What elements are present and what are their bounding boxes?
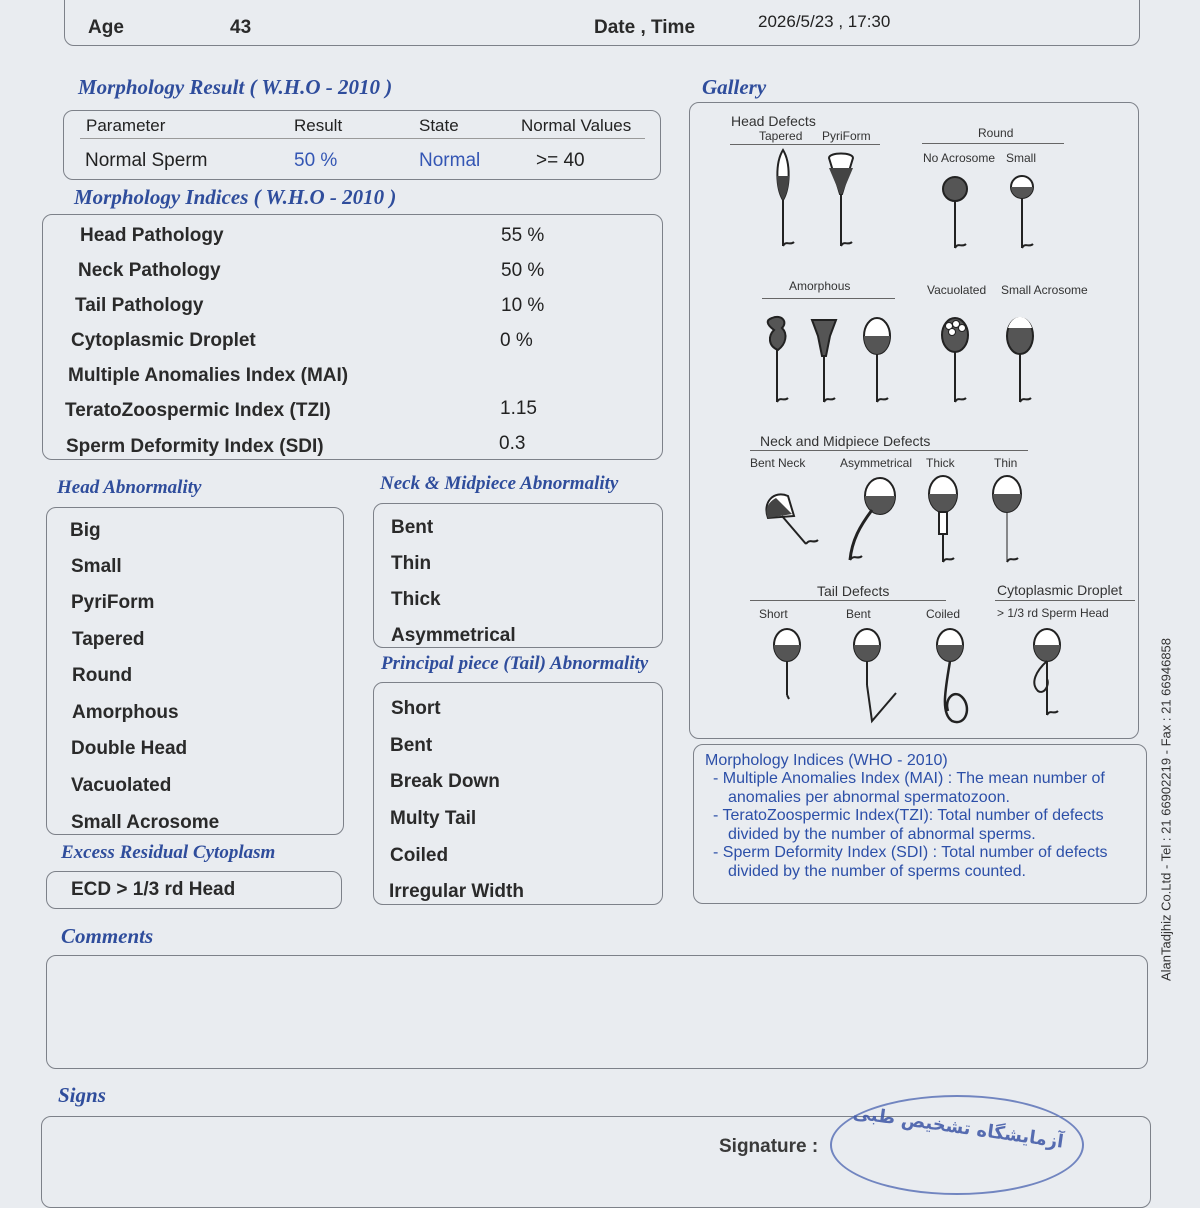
- bent-tail-sperm-icon: [852, 627, 902, 727]
- vacuolated-sperm-icon: [940, 316, 976, 412]
- tail-item-multy-tail: Multy Tail: [390, 808, 477, 829]
- normal-sperm-state: Normal: [419, 150, 481, 171]
- head-defects-rule: [730, 144, 880, 145]
- tapered-label: Tapered: [759, 129, 803, 143]
- tail-pathology-value: 10 %: [501, 295, 545, 316]
- col-result: Result: [294, 116, 343, 135]
- cd-sub-label: > 1/3 rd Sperm Head: [997, 606, 1109, 620]
- no-acrosome-label: No Acrosome: [923, 151, 996, 165]
- morphology-indices-title: Morphology Indices ( W.H.O - 2010 ): [74, 185, 397, 209]
- short-tail-sperm-icon: [772, 627, 808, 707]
- coiled-tail-sperm-icon: [936, 627, 986, 727]
- tail-pathology-label: Tail Pathology: [75, 295, 204, 316]
- result-header-rule: [80, 138, 645, 139]
- indices-note-title: Morphology Indices (WHO - 2010): [705, 752, 948, 769]
- tail-item-short: Short: [391, 698, 441, 719]
- comments-box[interactable]: [46, 955, 1148, 1069]
- signature-label: Signature :: [719, 1136, 819, 1157]
- vacuolated-label: Vacuolated: [927, 283, 987, 297]
- indices-note-line-4: divided by the number of abnormal sperms.: [728, 826, 1036, 843]
- tail-item-bent: Bent: [390, 735, 433, 756]
- head-item-round: Round: [72, 665, 133, 686]
- tzi-label: TeratoZoospermic Index (TZI): [65, 400, 331, 421]
- tail-item-coiled: Coiled: [390, 845, 449, 866]
- company-contact-text: AlanTadjhiz Co.Ltd - Tel : 21 66902219 - Fax : 21 66946858: [1158, 637, 1174, 982]
- sdi-value: 0.3: [499, 433, 526, 454]
- tzi-value: 1.15: [500, 398, 537, 419]
- normal-sperm-label: Normal Sperm: [85, 150, 208, 171]
- age-value: 43: [230, 17, 252, 38]
- thin-midpiece-sperm-icon: [992, 474, 1028, 574]
- age-label: Age: [88, 17, 124, 38]
- cytoplasmic-droplet-value: 0 %: [500, 330, 533, 351]
- head-item-big: Big: [70, 520, 101, 541]
- amorphous-rule: [762, 298, 895, 299]
- small-acrosome-sperm-icon: [1005, 316, 1041, 412]
- thick-label: Thick: [926, 456, 955, 470]
- indices-note-line-6: divided by the number of sperms counted.: [728, 863, 1026, 880]
- morphology-result-title: Morphology Result ( W.H.O - 2010 ): [78, 75, 393, 99]
- amorphous-sperm-icon-2: [810, 316, 844, 412]
- neck-item-thick: Thick: [391, 589, 441, 610]
- round-label: Round: [978, 126, 1014, 140]
- neck-item-thin: Thin: [391, 553, 432, 574]
- bent-neck-sperm-icon: [762, 488, 822, 558]
- sdi-label: Sperm Deformity Index (SDI): [66, 436, 324, 457]
- pyriform-label: PyriForm: [822, 129, 871, 143]
- amorphous-sperm-icon-1: [764, 316, 798, 412]
- cytoplasmic-droplet-sperm-icon: [1030, 627, 1080, 727]
- amorphous-sperm-icon-3: [862, 316, 898, 412]
- head-pathology-value: 55 %: [501, 225, 545, 246]
- tail-item-break-down: Break Down: [390, 771, 500, 792]
- tail-defects-label: Tail Defects: [817, 583, 890, 599]
- tail-defects-rule: [750, 600, 946, 601]
- cd-rule: [995, 600, 1135, 601]
- bent-tail-label: Bent: [846, 607, 871, 621]
- excess-cytoplasm-title: Excess Residual Cytoplasm: [61, 842, 276, 863]
- stamp-text: آزمایشگاه تشخیص طبی: [851, 1102, 1065, 1153]
- normal-sperm-normal-value: >= 40: [536, 150, 585, 171]
- head-item-small: Small: [71, 556, 122, 577]
- tail-abnormality-title: Principal piece (Tail) Abnormality: [381, 653, 649, 674]
- col-normal-values: Normal Values: [521, 116, 632, 135]
- neck-item-asymmetrical: Asymmetrical: [391, 625, 516, 646]
- datetime-value: 2026/5/23 , 17:30: [758, 12, 891, 31]
- head-item-pyriform: PyriForm: [71, 592, 155, 613]
- tapered-sperm-icon: [770, 148, 800, 258]
- ecd-item: ECD > 1/3 rd Head: [71, 879, 236, 900]
- head-item-double-head: Double Head: [71, 738, 188, 759]
- head-item-tapered: Tapered: [72, 629, 145, 650]
- short-label: Short: [759, 607, 788, 621]
- col-parameter: Parameter: [86, 116, 166, 135]
- comments-title: Comments: [61, 924, 154, 948]
- round-rule: [922, 143, 1064, 144]
- signs-title: Signs: [58, 1083, 106, 1107]
- col-state: State: [419, 116, 459, 135]
- neck-defects-rule: [750, 450, 1028, 451]
- small-label: Small: [1006, 151, 1037, 165]
- indices-note-line-1: - Multiple Anomalies Index (MAI) : The mean number of: [713, 770, 1105, 787]
- neck-item-bent: Bent: [391, 517, 434, 538]
- head-abnormality-title: Head Abnormality: [57, 477, 202, 498]
- indices-note-line-5: - Sperm Deformity Index (SDI) : Total number of defects: [713, 844, 1108, 861]
- mai-label: Multiple Anomalies Index (MAI): [68, 365, 349, 386]
- gallery-title: Gallery: [702, 75, 767, 99]
- cytoplasmic-droplet-gallery-label: Cytoplasmic Droplet: [997, 582, 1123, 598]
- pyriform-sperm-icon: [826, 152, 860, 258]
- amorphous-label: Amorphous: [789, 279, 851, 293]
- indices-note-line-2: anomalies per abnormal spermatozoon.: [728, 789, 1010, 806]
- indices-note-line-3: - TeratoZoospermic Index(TZI): Total number of defects: [713, 807, 1104, 824]
- small-acrosome-label: Small Acrosome: [1001, 283, 1088, 297]
- head-item-amorphous: Amorphous: [72, 702, 179, 723]
- small-head-sperm-icon: [1010, 174, 1044, 260]
- bent-neck-label: Bent Neck: [750, 456, 806, 470]
- normal-sperm-result: 50 %: [294, 150, 338, 171]
- no-acrosome-sperm-icon: [941, 176, 975, 260]
- tail-item-irregular-width: Irregular Width: [389, 881, 524, 902]
- cytoplasmic-droplet-label: Cytoplasmic Droplet: [71, 330, 256, 351]
- neck-abnormality-title: Neck & Midpiece Abnormality: [380, 473, 619, 494]
- head-item-small-acrosome: Small Acrosome: [71, 812, 220, 833]
- asymmetrical-label: Asymmetrical: [840, 456, 913, 470]
- asymmetrical-sperm-icon: [842, 476, 898, 572]
- neck-midpiece-defects-label: Neck and Midpiece Defects: [760, 433, 931, 449]
- lab-stamp: [830, 1095, 1084, 1195]
- neck-pathology-value: 50 %: [501, 260, 545, 281]
- neck-pathology-label: Neck Pathology: [78, 260, 221, 281]
- thin-label: Thin: [994, 456, 1018, 470]
- head-pathology-label: Head Pathology: [80, 225, 224, 246]
- head-item-vacuolated: Vacuolated: [71, 775, 172, 796]
- head-defects-label: Head Defects: [731, 113, 816, 129]
- thick-midpiece-sperm-icon: [928, 474, 964, 574]
- datetime-label: Date , Time: [594, 17, 696, 38]
- coiled-label: Coiled: [926, 607, 961, 621]
